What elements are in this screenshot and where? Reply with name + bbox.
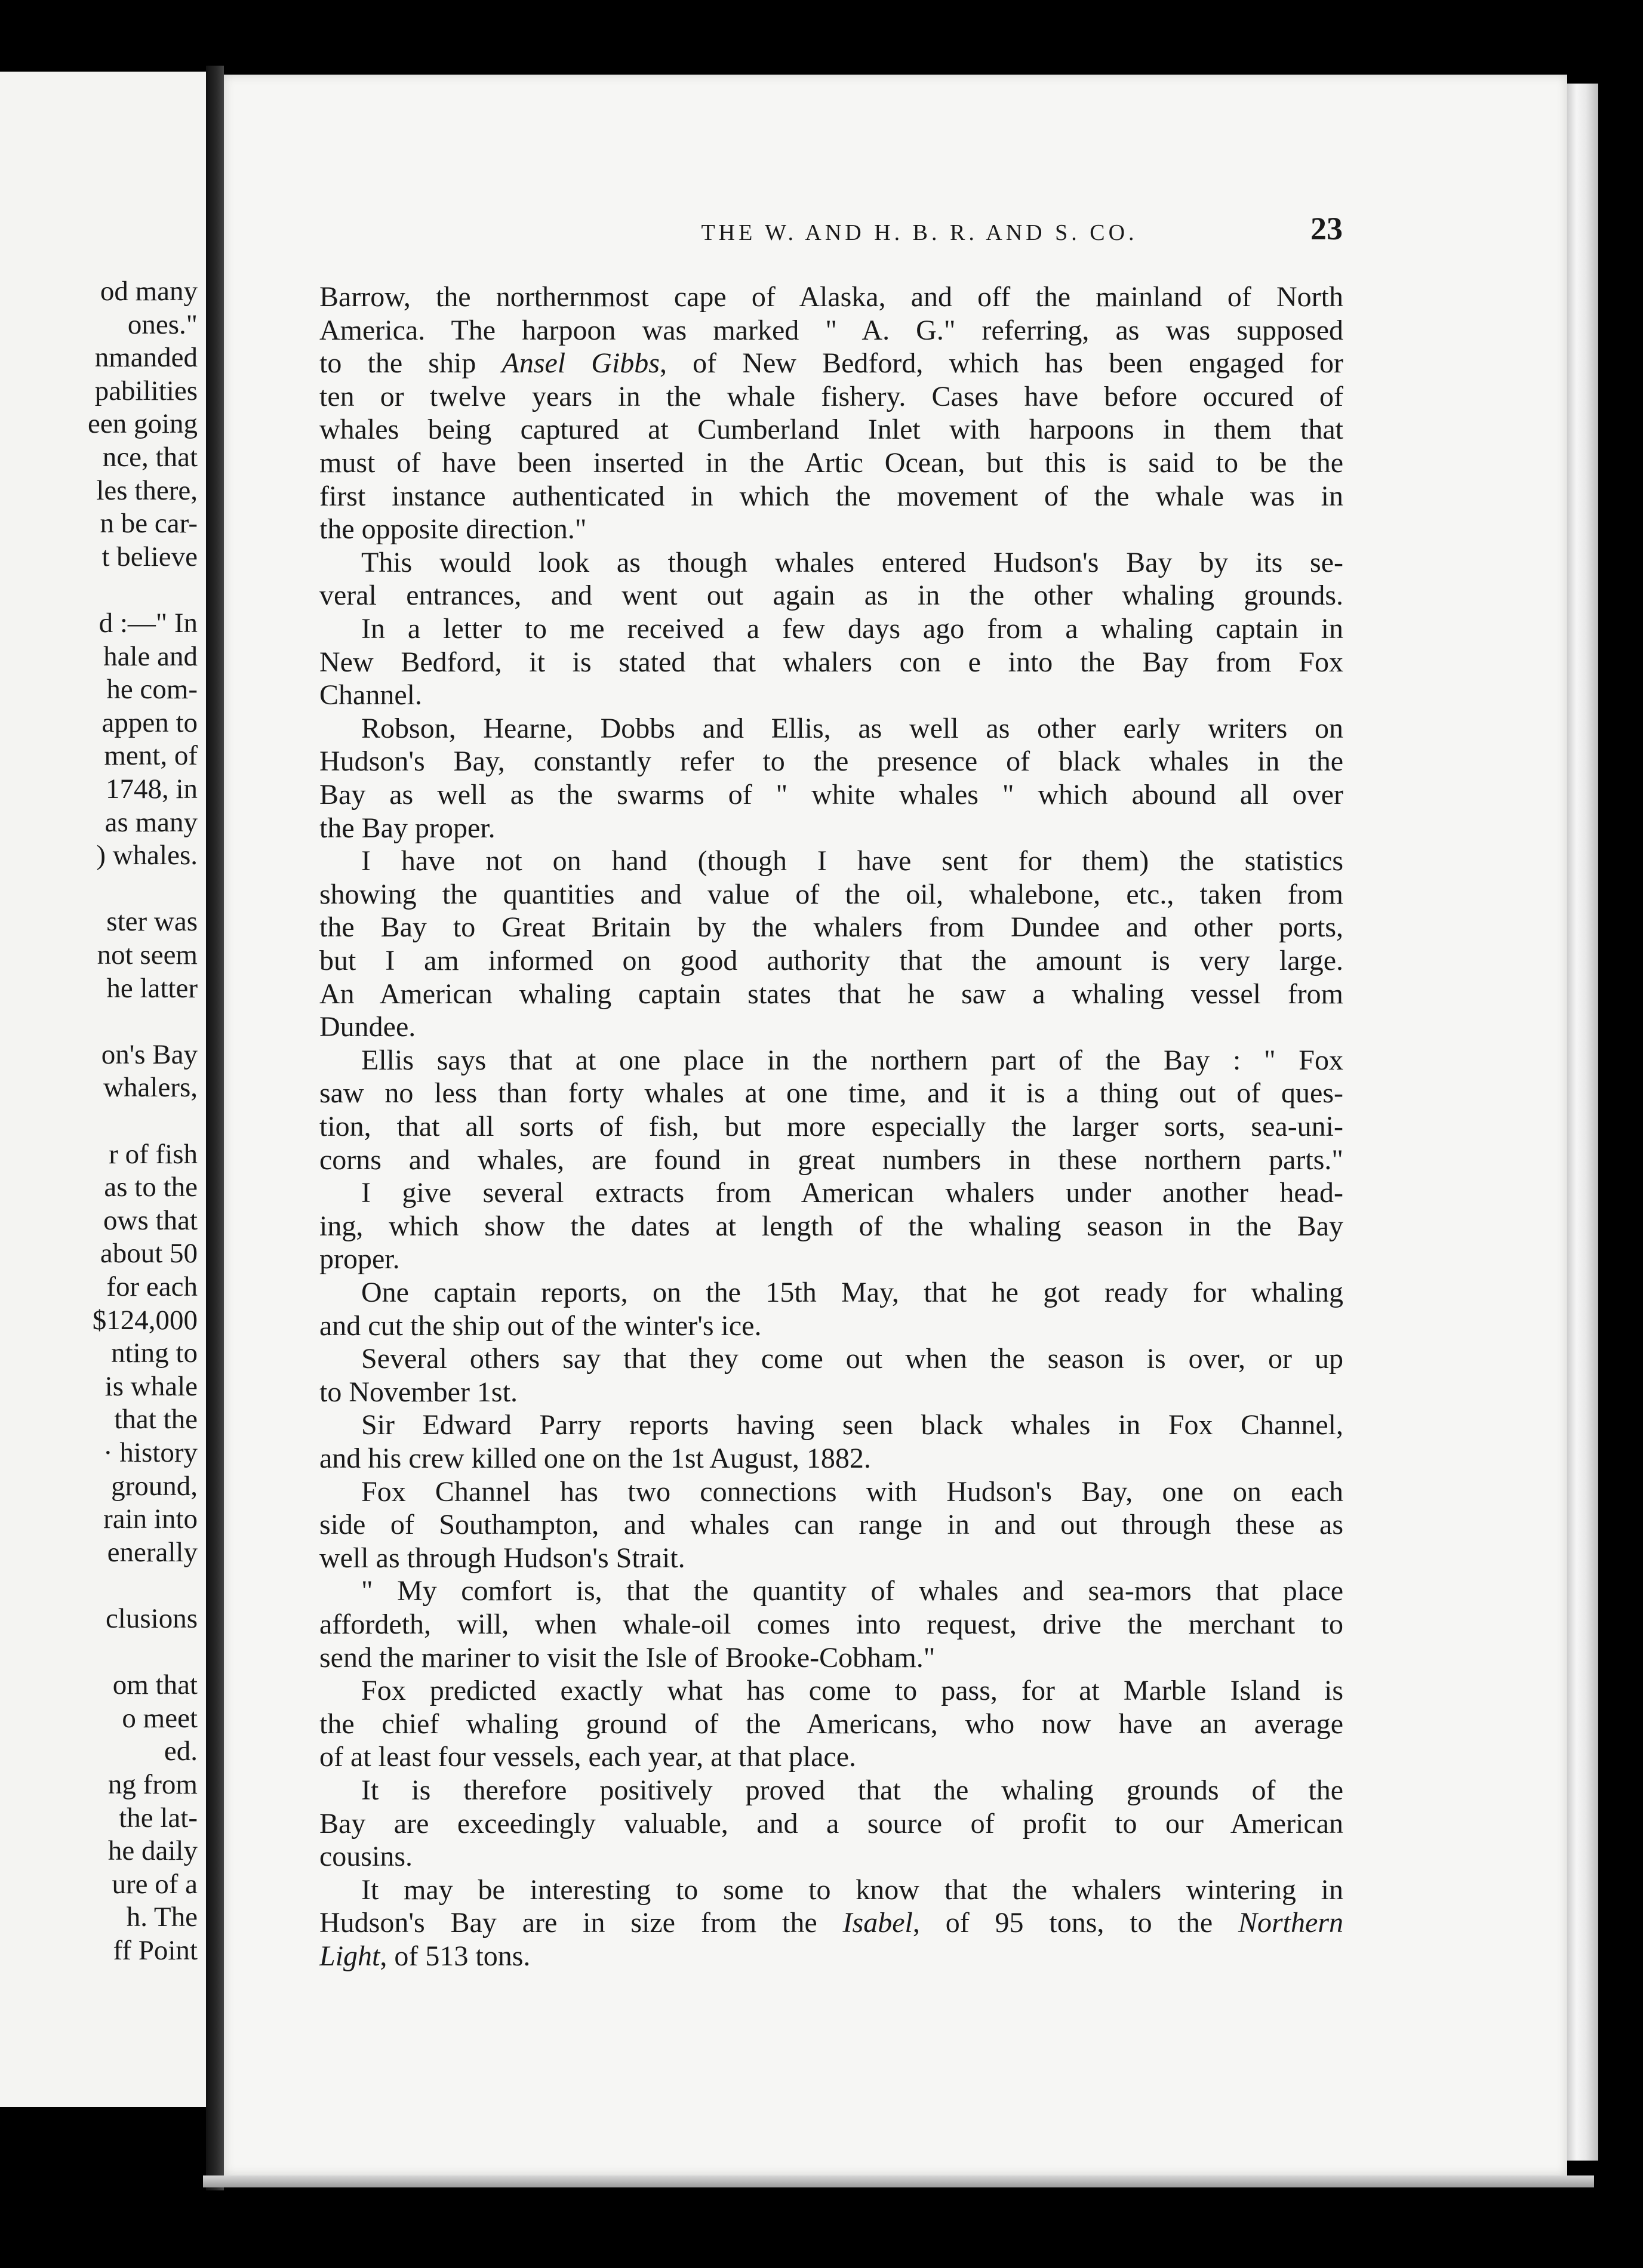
left-page-line: · history: [103, 1437, 198, 1468]
body-line: tion, that all sorts of fish, but more especially the larger sorts, sea-uni-: [319, 1111, 1343, 1142]
body-line: must of have been inserted in the Artic Ocean, but this is said to be the: [319, 447, 1343, 479]
body-line: the chief whaling ground of the Americans, who now have an average: [319, 1708, 1343, 1740]
body-line: New Bedford, it is stated that whalers con e into the Bay from Fox: [319, 646, 1343, 678]
left-page-line: ure of a: [112, 1868, 198, 1900]
left-page-line: nmanded: [94, 342, 198, 374]
left-page-line: on's Bay: [101, 1039, 198, 1070]
left-page-line: n be car-: [100, 508, 198, 540]
left-page-line: ng from: [107, 1769, 198, 1800]
body-line: cousins.: [319, 1841, 413, 1873]
body-line: ing, which show the dates at length of the whaling season in the Bay: [319, 1210, 1343, 1242]
body-line: Robson, Hearne, Dobbs and Ellis, as well as other early writers on: [361, 712, 1343, 744]
body-line: It may be interesting to some to know that the whalers wintering in: [361, 1873, 1343, 1906]
body-line: I have not on hand (though I have sent for them) the statistics: [361, 845, 1343, 877]
body-line: ten or twelve years in the whale fishery. Cases have before occured of: [319, 380, 1343, 412]
body-line: saw no less than forty whales at one time, and it is a thing out of ques-: [319, 1077, 1343, 1110]
left-page-line: ed.: [164, 1736, 198, 1767]
left-page-line: o meet: [122, 1702, 198, 1734]
body-line: Dundee.: [319, 1011, 416, 1043]
body-line: Fox predicted exactly what has come to pass, for at Marble Island is: [361, 1675, 1343, 1707]
body-line: Light, of 513 tons.: [319, 1940, 531, 1972]
left-page-line: ment, of: [104, 740, 198, 772]
body-line: America. The harpoon was marked " A. G." referring, as was supposed: [319, 314, 1343, 346]
body-line: to November 1st.: [319, 1376, 518, 1408]
left-page-line: t believe: [101, 541, 198, 572]
left-page-line: enerally: [107, 1536, 198, 1568]
body-line: An American whaling captain states that he saw a whaling vessel from: [319, 978, 1343, 1010]
body-line: of at least four vessels, each year, at that place.: [319, 1741, 856, 1773]
left-page-line: as to the: [104, 1172, 198, 1203]
body-line: the Bay to Great Britain by the whalers from Dundee and other ports,: [319, 911, 1343, 944]
body-line: Hudson's Bay, constantly refer to the presence of black whales in the: [319, 745, 1343, 778]
left-page-line: clusions: [105, 1603, 198, 1634]
body-line: well as through Hudson's Strait.: [319, 1542, 685, 1574]
left-page-line: od many: [100, 276, 198, 307]
left-page-line: hale and: [103, 640, 198, 672]
body-line: Several others say that they come out when the season is over, or up: [361, 1343, 1343, 1375]
body-line: the opposite direction.": [319, 513, 587, 546]
left-page-line: rain into: [103, 1503, 198, 1535]
left-page-line: ster was: [106, 906, 198, 938]
body-line: Fox Channel has two connections with Hudson's Bay, one on each: [361, 1475, 1343, 1508]
body-line: corns and whales, are found in great numbers in these northern parts.": [319, 1144, 1343, 1176]
body-line: and his crew killed one on the 1st August, 1882.: [319, 1443, 871, 1474]
left-page-line: les there,: [96, 474, 198, 506]
left-page-line: ) whales.: [96, 840, 198, 871]
left-page-line: r of fish: [109, 1138, 198, 1170]
left-page-line: not seem: [97, 939, 198, 970]
left-page-line: appen to: [101, 707, 198, 738]
body-line: " My comfort is, that the quantity of whales and sea-mors that place: [361, 1575, 1343, 1607]
body-line: showing the quantities and value of the oil, whalebone, etc., taken from: [319, 878, 1343, 910]
left-page-line: for each: [106, 1271, 198, 1302]
left-page-line: h. The: [126, 1902, 198, 1933]
left-page-line: ff Point: [113, 1935, 198, 1966]
body-line: whales being captured at Cumberland Inlet with harpoons in them that: [319, 414, 1343, 446]
left-page-line: om that: [112, 1669, 198, 1701]
page-number: 23: [1310, 211, 1343, 246]
body-line: One captain reports, on the 15th May, that he got ready for whaling: [361, 1277, 1343, 1308]
left-page-line: whalers,: [103, 1072, 198, 1104]
body-line: first instance authenticated in which the movement of the whale was in: [319, 480, 1343, 512]
left-page-line: een going: [87, 408, 198, 440]
left-page-line: ows that: [103, 1204, 198, 1236]
body-line: side of Southampton, and whales can range in and out through these as: [319, 1509, 1343, 1541]
body-line: Bay as well as the swarms of " white whales " which abound all over: [319, 779, 1343, 811]
left-page-line: nce, that: [102, 442, 198, 473]
body-line: and cut the ship out of the winter's ice.: [319, 1309, 762, 1342]
body-line: Bay are exceedingly valuable, and a source of profit to our American: [319, 1807, 1343, 1839]
body-line: It is therefore positively proved that the whaling grounds of the: [361, 1774, 1343, 1806]
body-line: Barrow, the northernmost cape of Alaska, and off the mainland of North: [319, 281, 1343, 313]
left-page-line: as many: [104, 806, 198, 838]
left-page-line: he latter: [106, 972, 198, 1004]
left-page-line: $124,000: [92, 1304, 198, 1336]
body-line: the Bay proper.: [319, 812, 496, 844]
body-line: to the ship Ansel Gibbs, of New Bedford, which has been engaged for: [319, 347, 1343, 380]
body-line: veral entrances, and went out again as in the other whaling grounds.: [319, 580, 1343, 612]
left-page-line: he daily: [107, 1835, 198, 1867]
body-line: Hudson's Bay are in size from the Isabel, of 95 tons, to the Northern: [319, 1907, 1343, 1939]
body-line: I give several extracts from American whalers under another head-: [361, 1177, 1343, 1209]
body-line: but I am informed on good authority that the amount is very large.: [319, 945, 1343, 976]
page-edges: [1567, 84, 1598, 2161]
running-head: THE W. AND H. B. R. AND S. CO.: [701, 220, 1138, 245]
body-line: Sir Edward Parry reports having seen black whales in Fox Channel,: [361, 1409, 1343, 1441]
body-line: send the mariner to visit the Isle of Brooke-Cobham.": [319, 1641, 936, 1674]
left-page-line: ones.": [127, 309, 198, 340]
left-page: [0, 72, 206, 2107]
body-line: affordeth, will, when whale-oil comes into request, drive the merchant to: [319, 1608, 1343, 1640]
left-page-line: pabilities: [94, 375, 198, 406]
body-line: proper.: [319, 1243, 400, 1275]
left-page-line: that the: [114, 1404, 198, 1435]
body-line: This would look as though whales entered Hudson's Bay by its se-: [361, 546, 1343, 578]
book-spine: [206, 66, 224, 2190]
body-line: Ellis says that at one place in the northern part of the Bay : " Fox: [361, 1044, 1343, 1076]
left-page-line: 1748, in: [105, 774, 198, 805]
body-line: In a letter to me received a few days ago from a whaling captain in: [361, 613, 1343, 645]
left-page-line: about 50: [100, 1238, 198, 1269]
left-page-line: d :—" In: [99, 608, 198, 639]
left-page-line: he com-: [106, 674, 198, 705]
left-page-line: nting to: [111, 1338, 198, 1369]
bottom-page-edge: [203, 2175, 1594, 2187]
left-page-line: ground,: [111, 1470, 198, 1502]
left-page-line: the lat-: [119, 1802, 198, 1833]
left-page-line: is whale: [104, 1370, 198, 1402]
body-line: Channel.: [319, 679, 422, 711]
